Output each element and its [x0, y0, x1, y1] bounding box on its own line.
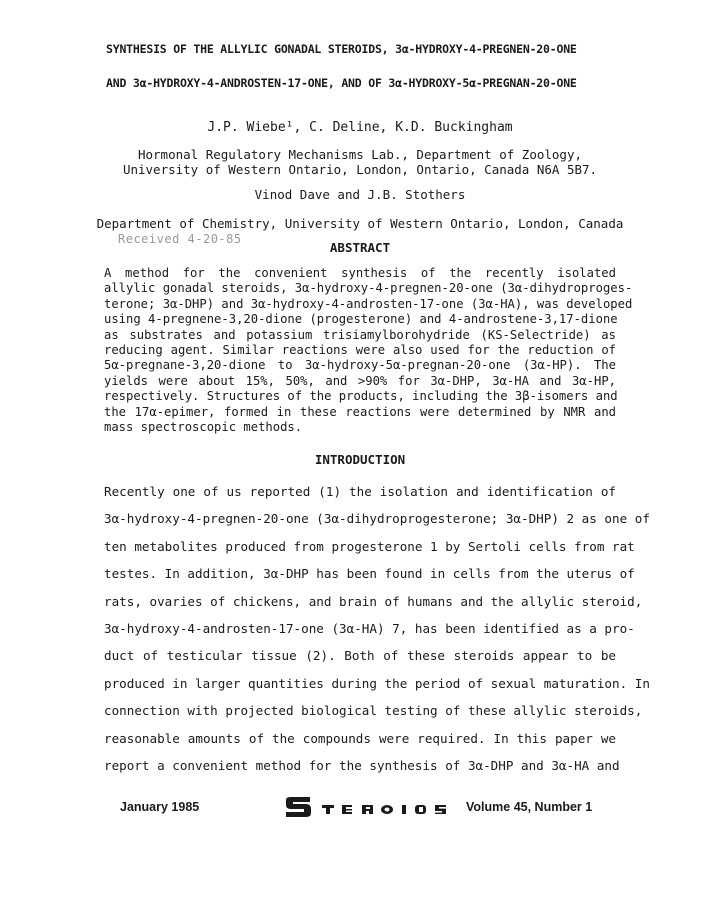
- abstract-line: mass spectroscopic methods.: [104, 420, 303, 435]
- journal-logo: [284, 796, 456, 818]
- authors-primary: J.P. Wiebe¹, C. Deline, K.D. Buckingham: [207, 120, 513, 135]
- introduction-line: produced in larger quantities during the period of sexual maturation. In: [104, 675, 650, 691]
- introduction-line: duct of testicular tissue (2). Both of these steroids appear to be: [104, 648, 616, 664]
- page-footer: [0, 796, 720, 820]
- title-line-1: SYNTHESIS OF THE ALLYLIC GONADAL STEROIDS, 3α-HYDROXY-4-PREGNEN-20-ONE: [106, 42, 577, 56]
- introduction-line: 3α-hydroxy-4-androsten-17-one (3α-HA) 7, has been identified as a pro-: [104, 621, 635, 637]
- abstract-line: A method for the convenient synthesis of the recently isolated: [104, 266, 616, 280]
- abstract-line: 5α-pregnane-3,20-dione to 3α-hydroxy-5α-pregnan-20-one (3α-HP). The: [104, 358, 616, 373]
- abstract-line: allylic gonadal steroids, 3α-hydroxy-4-pregnen-20-one (3α-dihydroproges-: [104, 281, 633, 296]
- abstract-line: terone; 3α-DHP) and 3α-hydroxy-4-androsten-17-one (3α-HA), was developed: [104, 296, 633, 311]
- introduction-line: connection with projected biological testing of these allylic steroids,: [104, 703, 643, 719]
- affiliation-zoology-line-2: University of Western Ontario, London, Ontario, Canada N6A 5B7.: [122, 162, 598, 177]
- introduction-line: Recently one of us reported (1) the isolation and identification of: [104, 484, 616, 499]
- title-line-2: AND 3α-HYDROXY-4-ANDROSTEN-17-ONE, AND OF 3α-HYDROXY-5α-PREGNAN-20-ONE: [106, 76, 577, 90]
- footer-date: January 1985: [120, 800, 200, 814]
- affiliation-zoology-line-1: Hormonal Regulatory Mechanisms Lab., Department of Zoology,: [137, 147, 582, 162]
- introduction-line: report a convenient method for the synthesis of 3α-DHP and 3α-HA and: [104, 758, 620, 774]
- introduction-line: reasonable amounts of the compounds were required. In this paper we: [104, 730, 616, 746]
- introduction-line: testes. In addition, 3α-DHP has been found in cells from the uterus of: [104, 566, 635, 582]
- abstract-line: the 17α-epimer, formed in these reactions were determined by NMR and: [104, 404, 616, 419]
- introduction-line: rats, ovaries of chickens, and brain of humans and the allylic steroid,: [104, 593, 643, 609]
- abstract-line: using 4-pregnene-3,20-dione (progesterone) and 4-androstene-3,17-dione: [104, 312, 618, 327]
- steroids-logo-icon: [284, 796, 456, 818]
- abstract-body: [104, 266, 633, 435]
- affiliation-chemistry: Department of Chemistry, University of Western Ontario, London, Canada: [96, 216, 624, 231]
- introduction-line: 3α-hydroxy-4-pregnen-20-one (3α-dihydroprogesterone; 3α-DHP) 2 as one of: [104, 511, 650, 527]
- received-stamp: Received 4-20-85: [118, 232, 242, 246]
- abstract-line: reducing agent. Similar reactions were also used for the reduction of: [104, 343, 616, 358]
- introduction-line: ten metabolites produced from progesterone 1 by Sertoli cells from rat: [104, 538, 635, 554]
- introduction-body: [104, 478, 650, 779]
- authors-secondary: Vinod Dave and J.B. Stothers: [254, 187, 466, 202]
- abstract-line: yields were about 15%, 50%, and >90% for 3α-DHP, 3α-HA and 3α-HP,: [104, 373, 616, 388]
- abstract-heading: ABSTRACT: [329, 240, 391, 255]
- abstract-line: as substrates and potassium trisiamylborohydride (KS-Selectride) as: [104, 327, 616, 342]
- footer-volume: Volume 45, Number 1: [466, 800, 593, 814]
- introduction-heading: INTRODUCTION: [314, 452, 406, 467]
- abstract-line: respectively. Structures of the products, including the 3β-isomers and: [104, 389, 618, 404]
